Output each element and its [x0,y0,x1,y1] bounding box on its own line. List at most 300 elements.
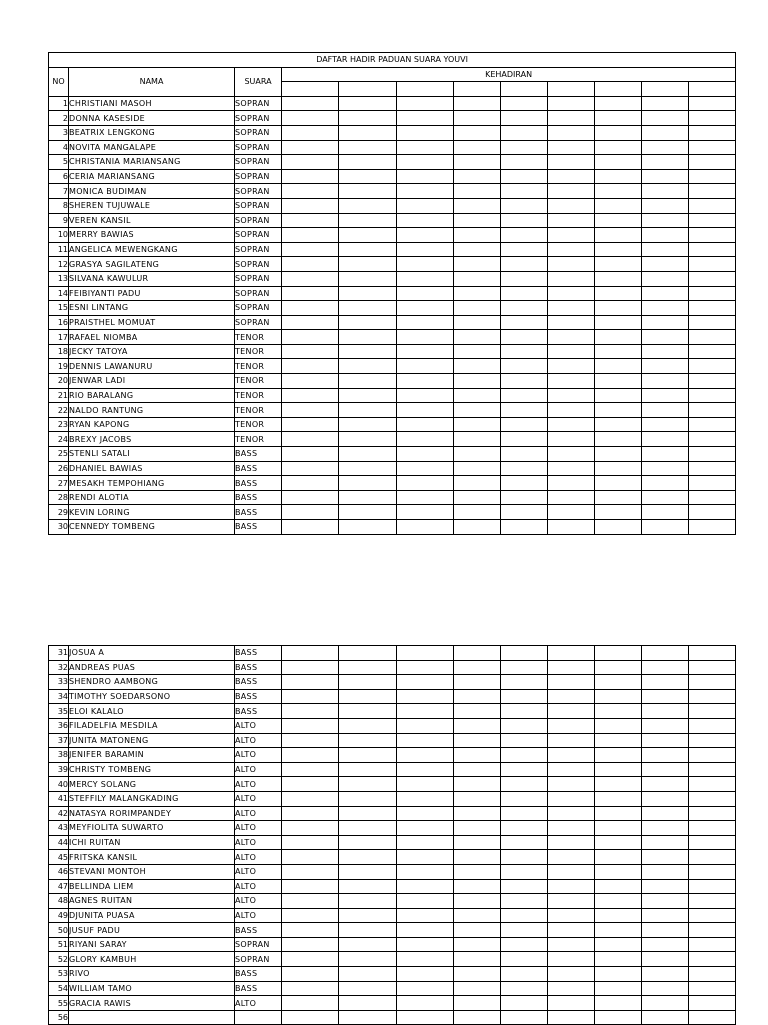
attendance-cell[interactable] [501,447,548,462]
attendance-cell[interactable] [689,646,736,661]
attendance-cell[interactable] [689,432,736,447]
attendance-cell[interactable] [501,169,548,184]
attendance-cell[interactable] [642,155,689,170]
attendance-cell[interactable] [595,403,642,418]
attendance-cell[interactable] [339,748,397,763]
attendance-cell[interactable] [397,476,454,491]
attendance-cell[interactable] [282,806,339,821]
attendance-cell[interactable] [548,417,595,432]
attendance-cell[interactable] [548,894,595,909]
attendance-cell[interactable] [339,996,397,1011]
attendance-cell[interactable] [397,660,454,675]
attendance-cell[interactable] [642,733,689,748]
attendance-cell[interactable] [689,140,736,155]
attendance-cell[interactable] [689,733,736,748]
attendance-cell[interactable] [282,403,339,418]
attendance-cell[interactable] [642,952,689,967]
attendance-cell[interactable] [282,937,339,952]
attendance-cell[interactable] [501,718,548,733]
attendance-cell[interactable] [689,981,736,996]
attendance-cell[interactable] [454,646,501,661]
attendance-cell[interactable] [397,923,454,938]
attendance-cell[interactable] [454,447,501,462]
attendance-cell[interactable] [689,330,736,345]
attendance-cell[interactable] [282,198,339,213]
attendance-cell[interactable] [454,271,501,286]
attendance-cell[interactable] [642,301,689,316]
attendance-cell[interactable] [397,733,454,748]
attendance-cell[interactable] [595,388,642,403]
attendance-cell[interactable] [397,447,454,462]
attendance-cell[interactable] [501,490,548,505]
attendance-cell[interactable] [397,344,454,359]
attendance-cell[interactable] [339,228,397,243]
attendance-cell[interactable] [397,417,454,432]
attendance-cell[interactable] [397,505,454,520]
attendance-cell[interactable] [282,748,339,763]
attendance-cell[interactable] [501,125,548,140]
attendance-cell[interactable] [548,733,595,748]
attendance-cell[interactable] [339,213,397,228]
attendance-cell[interactable] [501,675,548,690]
attendance-cell[interactable] [689,96,736,111]
attendance-cell[interactable] [397,806,454,821]
attendance-cell[interactable] [454,213,501,228]
attendance-cell[interactable] [282,169,339,184]
attendance-cell[interactable] [339,850,397,865]
attendance-cell[interactable] [339,1010,397,1025]
attendance-cell[interactable] [454,125,501,140]
attendance-cell[interactable] [595,242,642,257]
attendance-cell[interactable] [454,806,501,821]
attendance-cell[interactable] [642,359,689,374]
attendance-cell[interactable] [689,184,736,199]
attendance-cell[interactable] [501,301,548,316]
attendance-cell[interactable] [339,315,397,330]
attendance-cell[interactable] [689,257,736,272]
attendance-cell[interactable] [548,1010,595,1025]
attendance-cell[interactable] [595,432,642,447]
attendance-cell[interactable] [595,646,642,661]
attendance-cell[interactable] [454,505,501,520]
attendance-cell[interactable] [397,894,454,909]
attendance-cell[interactable] [595,447,642,462]
attendance-cell[interactable] [339,660,397,675]
attendance-cell[interactable] [339,301,397,316]
attendance-cell[interactable] [548,520,595,535]
attendance-cell[interactable] [595,996,642,1011]
attendance-cell[interactable] [595,374,642,389]
attendance-cell[interactable] [642,257,689,272]
attendance-cell[interactable] [595,850,642,865]
attendance-cell[interactable] [397,762,454,777]
attendance-cell[interactable] [454,403,501,418]
attendance-cell[interactable] [397,520,454,535]
attendance-cell[interactable] [454,733,501,748]
attendance-cell[interactable] [689,689,736,704]
attendance-cell[interactable] [339,403,397,418]
attendance-cell[interactable] [642,660,689,675]
attendance-cell[interactable] [454,675,501,690]
attendance-cell[interactable] [282,271,339,286]
attendance-cell[interactable] [689,996,736,1011]
attendance-cell[interactable] [282,704,339,719]
attendance-cell[interactable] [548,184,595,199]
attendance-cell[interactable] [689,879,736,894]
attendance-cell[interactable] [397,271,454,286]
attendance-cell[interactable] [282,490,339,505]
attendance-cell[interactable] [548,864,595,879]
attendance-cell[interactable] [548,879,595,894]
attendance-cell[interactable] [501,155,548,170]
attendance-cell[interactable] [501,432,548,447]
attendance-cell[interactable] [454,184,501,199]
attendance-cell[interactable] [339,967,397,982]
attendance-cell[interactable] [339,242,397,257]
attendance-cell[interactable] [642,198,689,213]
attendance-cell[interactable] [689,952,736,967]
attendance-cell[interactable] [689,228,736,243]
attendance-cell[interactable] [689,125,736,140]
attendance-cell[interactable] [642,344,689,359]
attendance-cell[interactable] [454,461,501,476]
attendance-cell[interactable] [548,791,595,806]
attendance-cell[interactable] [548,996,595,1011]
attendance-cell[interactable] [642,111,689,126]
attendance-cell[interactable] [397,937,454,952]
attendance-cell[interactable] [548,646,595,661]
attendance-cell[interactable] [689,908,736,923]
attendance-cell[interactable] [595,937,642,952]
attendance-cell[interactable] [548,140,595,155]
attendance-cell[interactable] [595,689,642,704]
attendance-cell[interactable] [642,315,689,330]
attendance-cell[interactable] [339,923,397,938]
attendance-cell[interactable] [548,359,595,374]
attendance-cell[interactable] [595,505,642,520]
attendance-cell[interactable] [282,660,339,675]
attendance-cell[interactable] [454,198,501,213]
attendance-cell[interactable] [282,850,339,865]
attendance-cell[interactable] [339,330,397,345]
attendance-cell[interactable] [642,286,689,301]
attendance-cell[interactable] [282,242,339,257]
attendance-cell[interactable] [501,315,548,330]
attendance-cell[interactable] [339,125,397,140]
attendance-cell[interactable] [689,286,736,301]
attendance-cell[interactable] [595,748,642,763]
attendance-cell[interactable] [548,704,595,719]
attendance-cell[interactable] [282,821,339,836]
attendance-cell[interactable] [454,1010,501,1025]
attendance-cell[interactable] [454,111,501,126]
attendance-cell[interactable] [595,923,642,938]
attendance-cell[interactable] [689,111,736,126]
attendance-cell[interactable] [642,374,689,389]
attendance-cell[interactable] [595,155,642,170]
attendance-cell[interactable] [339,476,397,491]
attendance-cell[interactable] [689,315,736,330]
attendance-cell[interactable] [548,271,595,286]
attendance-cell[interactable] [397,374,454,389]
attendance-cell[interactable] [339,981,397,996]
attendance-cell[interactable] [397,850,454,865]
attendance-cell[interactable] [595,344,642,359]
attendance-cell[interactable] [501,140,548,155]
attendance-cell[interactable] [454,315,501,330]
attendance-cell[interactable] [339,952,397,967]
attendance-cell[interactable] [595,257,642,272]
attendance-cell[interactable] [642,689,689,704]
attendance-cell[interactable] [282,432,339,447]
attendance-cell[interactable] [282,257,339,272]
attendance-cell[interactable] [454,257,501,272]
attendance-cell[interactable] [282,155,339,170]
attendance-cell[interactable] [282,111,339,126]
attendance-cell[interactable] [397,359,454,374]
attendance-cell[interactable] [548,242,595,257]
attendance-cell[interactable] [339,879,397,894]
attendance-cell[interactable] [548,198,595,213]
attendance-cell[interactable] [282,520,339,535]
attendance-cell[interactable] [548,835,595,850]
attendance-cell[interactable] [397,718,454,733]
attendance-cell[interactable] [454,937,501,952]
attendance-cell[interactable] [642,864,689,879]
attendance-cell[interactable] [282,981,339,996]
attendance-cell[interactable] [282,879,339,894]
attendance-cell[interactable] [397,169,454,184]
attendance-cell[interactable] [595,894,642,909]
attendance-cell[interactable] [397,821,454,836]
attendance-cell[interactable] [595,520,642,535]
attendance-cell[interactable] [501,1010,548,1025]
attendance-cell[interactable] [548,96,595,111]
attendance-cell[interactable] [595,111,642,126]
attendance-cell[interactable] [501,505,548,520]
attendance-cell[interactable] [501,359,548,374]
attendance-cell[interactable] [642,777,689,792]
attendance-cell[interactable] [501,417,548,432]
attendance-cell[interactable] [548,301,595,316]
attendance-cell[interactable] [454,777,501,792]
attendance-cell[interactable] [642,821,689,836]
attendance-cell[interactable] [548,850,595,865]
attendance-cell[interactable] [339,271,397,286]
attendance-cell[interactable] [595,461,642,476]
attendance-cell[interactable] [595,821,642,836]
attendance-cell[interactable] [454,417,501,432]
attendance-cell[interactable] [282,417,339,432]
attendance-cell[interactable] [548,505,595,520]
attendance-cell[interactable] [501,403,548,418]
attendance-cell[interactable] [548,461,595,476]
attendance-cell[interactable] [548,374,595,389]
attendance-cell[interactable] [501,461,548,476]
attendance-cell[interactable] [501,967,548,982]
attendance-cell[interactable] [282,330,339,345]
attendance-cell[interactable] [339,908,397,923]
attendance-cell[interactable] [397,675,454,690]
attendance-cell[interactable] [501,733,548,748]
attendance-cell[interactable] [595,952,642,967]
attendance-cell[interactable] [595,1010,642,1025]
attendance-cell[interactable] [339,791,397,806]
attendance-cell[interactable] [339,286,397,301]
attendance-cell[interactable] [501,908,548,923]
attendance-cell[interactable] [689,344,736,359]
attendance-cell[interactable] [501,850,548,865]
attendance-cell[interactable] [339,184,397,199]
attendance-cell[interactable] [595,140,642,155]
attendance-cell[interactable] [642,447,689,462]
attendance-cell[interactable] [339,821,397,836]
attendance-cell[interactable] [282,315,339,330]
attendance-cell[interactable] [339,704,397,719]
attendance-cell[interactable] [454,330,501,345]
attendance-cell[interactable] [501,198,548,213]
attendance-cell[interactable] [642,996,689,1011]
attendance-cell[interactable] [595,96,642,111]
attendance-cell[interactable] [454,140,501,155]
attendance-cell[interactable] [397,286,454,301]
attendance-cell[interactable] [548,111,595,126]
attendance-cell[interactable] [339,689,397,704]
attendance-cell[interactable] [454,821,501,836]
attendance-cell[interactable] [501,242,548,257]
attendance-cell[interactable] [689,894,736,909]
attendance-cell[interactable] [689,937,736,952]
attendance-cell[interactable] [689,359,736,374]
attendance-cell[interactable] [282,791,339,806]
attendance-cell[interactable] [282,125,339,140]
attendance-cell[interactable] [642,388,689,403]
attendance-cell[interactable] [642,330,689,345]
attendance-cell[interactable] [501,806,548,821]
attendance-cell[interactable] [548,967,595,982]
attendance-cell[interactable] [454,894,501,909]
attendance-cell[interactable] [595,213,642,228]
attendance-cell[interactable] [689,198,736,213]
attendance-cell[interactable] [501,344,548,359]
attendance-cell[interactable] [548,388,595,403]
attendance-cell[interactable] [689,271,736,286]
attendance-cell[interactable] [282,213,339,228]
attendance-cell[interactable] [595,981,642,996]
attendance-cell[interactable] [595,169,642,184]
attendance-cell[interactable] [501,388,548,403]
attendance-cell[interactable] [501,937,548,952]
attendance-cell[interactable] [339,505,397,520]
attendance-cell[interactable] [282,344,339,359]
attendance-cell[interactable] [595,286,642,301]
attendance-cell[interactable] [282,646,339,661]
attendance-cell[interactable] [501,894,548,909]
attendance-cell[interactable] [689,660,736,675]
attendance-cell[interactable] [397,908,454,923]
attendance-cell[interactable] [689,374,736,389]
attendance-cell[interactable] [282,301,339,316]
attendance-cell[interactable] [689,520,736,535]
attendance-cell[interactable] [689,864,736,879]
attendance-cell[interactable] [397,748,454,763]
attendance-cell[interactable] [642,476,689,491]
attendance-cell[interactable] [642,967,689,982]
attendance-cell[interactable] [282,359,339,374]
attendance-cell[interactable] [397,140,454,155]
attendance-cell[interactable] [642,762,689,777]
attendance-cell[interactable] [642,675,689,690]
attendance-cell[interactable] [397,646,454,661]
attendance-cell[interactable] [689,821,736,836]
attendance-cell[interactable] [501,184,548,199]
attendance-cell[interactable] [642,169,689,184]
attendance-cell[interactable] [282,476,339,491]
attendance-cell[interactable] [595,271,642,286]
attendance-cell[interactable] [689,242,736,257]
attendance-cell[interactable] [339,894,397,909]
attendance-cell[interactable] [595,315,642,330]
attendance-cell[interactable] [282,447,339,462]
attendance-cell[interactable] [282,864,339,879]
attendance-cell[interactable] [689,835,736,850]
attendance-cell[interactable] [548,403,595,418]
attendance-cell[interactable] [339,733,397,748]
attendance-cell[interactable] [282,894,339,909]
attendance-cell[interactable] [282,1010,339,1025]
attendance-cell[interactable] [454,388,501,403]
attendance-cell[interactable] [501,791,548,806]
attendance-cell[interactable] [689,461,736,476]
attendance-cell[interactable] [689,806,736,821]
attendance-cell[interactable] [501,777,548,792]
attendance-cell[interactable] [339,198,397,213]
attendance-cell[interactable] [689,704,736,719]
attendance-cell[interactable] [454,879,501,894]
attendance-cell[interactable] [548,344,595,359]
attendance-cell[interactable] [501,879,548,894]
attendance-cell[interactable] [548,981,595,996]
attendance-cell[interactable] [595,417,642,432]
attendance-cell[interactable] [397,704,454,719]
attendance-cell[interactable] [454,748,501,763]
attendance-cell[interactable] [501,748,548,763]
attendance-cell[interactable] [642,646,689,661]
attendance-cell[interactable] [595,228,642,243]
attendance-cell[interactable] [397,835,454,850]
attendance-cell[interactable] [595,330,642,345]
attendance-cell[interactable] [282,374,339,389]
attendance-cell[interactable] [501,762,548,777]
attendance-cell[interactable] [642,520,689,535]
attendance-cell[interactable] [548,447,595,462]
attendance-cell[interactable] [501,689,548,704]
attendance-cell[interactable] [548,213,595,228]
attendance-cell[interactable] [501,520,548,535]
attendance-cell[interactable] [397,490,454,505]
attendance-cell[interactable] [454,228,501,243]
attendance-cell[interactable] [454,718,501,733]
attendance-cell[interactable] [548,660,595,675]
attendance-cell[interactable] [642,981,689,996]
attendance-cell[interactable] [397,213,454,228]
attendance-cell[interactable] [282,967,339,982]
attendance-cell[interactable] [397,461,454,476]
attendance-cell[interactable] [454,791,501,806]
attendance-cell[interactable] [548,675,595,690]
attendance-cell[interactable] [339,96,397,111]
attendance-cell[interactable] [454,155,501,170]
